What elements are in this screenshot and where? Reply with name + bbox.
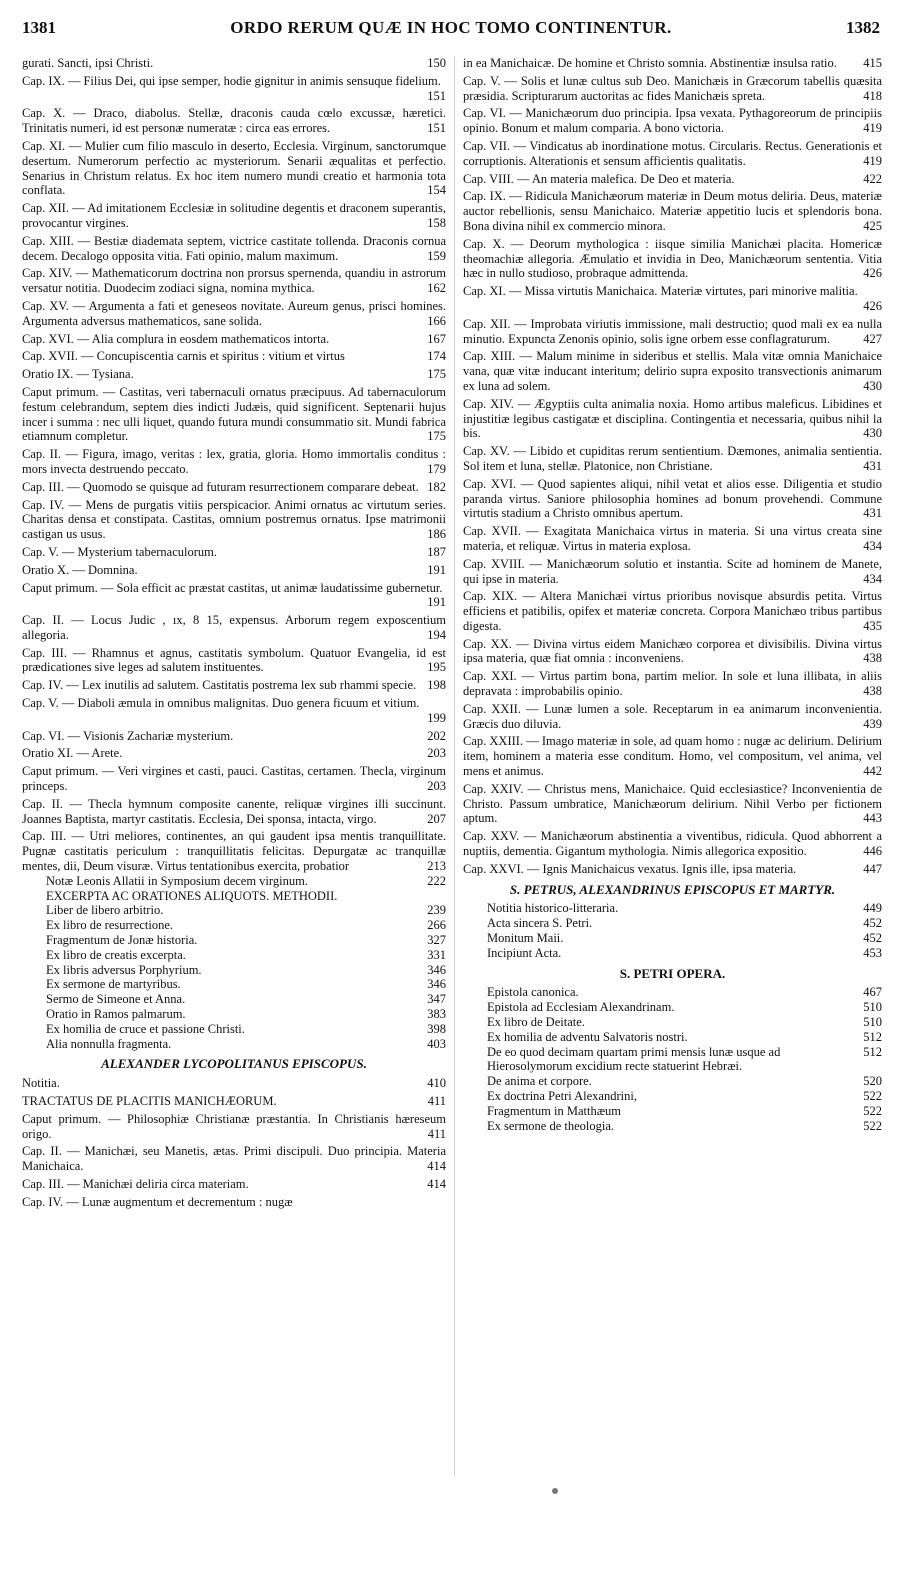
chapter-entry <box>463 139 882 169</box>
entry-text: Cap. II. — Manichæi, seu Manetis, ætas. Primi discipuli. Duo principia. Materia Manichaica. <box>22 1144 446 1174</box>
column-number: 150 <box>427 56 446 70</box>
column-number: 453 <box>863 945 882 960</box>
left-page-number: 1381 <box>22 18 56 37</box>
entry-text: Cap. XI. — Missa virtutis Manichaica. Materiæ virtutes, pari minorive malitia. <box>463 284 858 299</box>
entry-text: Sermo de Simeone et Anna. <box>46 992 186 1007</box>
column-number: 166 <box>427 313 446 328</box>
chapter-entry <box>22 299 446 329</box>
entry-text: Cap. II. — Locus Judic , ıx, 8 15, expensus. Arborum regem exposcentium allegoria. <box>22 613 446 642</box>
column-number: 510 <box>863 1000 882 1015</box>
right-contents-list-1 <box>463 901 882 960</box>
right-chapter-list <box>463 56 882 877</box>
entry-text: Fragmentum in Matthæum <box>487 1103 622 1118</box>
entry-text: Cap. XII. — Improbata viriutis immissione, mali destructio; quod mali ex ea nulla minutio. Expuncta Zenonis opinio, solis igne orbem esse conflagraturum. <box>463 316 882 346</box>
chapter-entry <box>22 1112 446 1142</box>
column-number: 151 <box>427 121 446 136</box>
contents-entry <box>22 963 446 978</box>
column-number: 239 <box>427 903 446 918</box>
entry-text: Cap. II. — Thecla hymnum composite canente, reliquæ virgines illi succinunt. Joannes Baptista, martyr castitatis. Ecclesia, Dei sponsa, intacta, virgo. <box>22 796 446 826</box>
contents-entry <box>463 1030 882 1045</box>
chapter-entry <box>22 646 446 676</box>
entry-text: Cap. XV. — Libido et cupiditas rerum sentientium. Dæmones, animalia sentientia. Sol item et luna, stellæ. Platonice, non Christiane. <box>463 444 882 473</box>
entry-text: in ea Manichaicæ. De homine et Christo somnia. Abstinentiæ insulsa ratio. <box>463 56 837 70</box>
column-number: 449 <box>863 901 882 916</box>
contents-entry <box>463 931 882 946</box>
chapter-entry <box>22 139 446 198</box>
chapter-entry <box>22 746 446 761</box>
left-chapter-list <box>22 56 446 874</box>
contents-entry <box>463 1045 882 1075</box>
column-number: 442 <box>863 764 882 779</box>
column-number: 522 <box>863 1103 882 1118</box>
column-number: 414 <box>427 1159 446 1174</box>
chapter-entry <box>22 234 446 264</box>
entry-text: De eo quod decimam quartam primi mensis lunæ usque ad Hierosolymorum excidium recte statuerint Hebræi. <box>487 1044 781 1074</box>
column-number: 427 <box>863 331 882 346</box>
chapter-entry <box>463 589 882 633</box>
column-number: 415 <box>863 56 882 70</box>
column-number: 438 <box>863 684 882 699</box>
entry-text: Cap. XIII. — Bestiæ diademata septem, victrice castitate tollenda. Draconis cornua decem. Decalogo opposita vitia. Fati opinio, malum maximum. <box>22 233 446 263</box>
entry-text: Cap. XII. — Ad imitationem Ecclesiæ in solitudine degentis et draconem superantis, provocantur virgines. <box>22 201 446 230</box>
chapter-entry <box>463 829 882 859</box>
entry-text: Cap. IX. — Ridicula Manichæorum materiæ in Deum motus deliria. Deus, materiæ auctor rebellionis, sensu Manichaico. Materiæ appetitio lucis et splendoris bona. Bona divina nihil ex commercio minora. <box>463 189 882 233</box>
page-header <box>22 12 880 40</box>
entry-text: Oratio in Ramos palmarum. <box>46 1007 186 1022</box>
chapter-entry <box>463 284 882 314</box>
column-number: 159 <box>427 248 446 263</box>
entry-text: Cap. X. — Draco, diabolus. Stellæ, draconis cauda cœlo excussæ, hæretici. Trinitatis numeri, id est personæ numeratæ : circa eas errores. <box>22 106 446 136</box>
entry-text: gurati. Sancti, ipsi Christi. <box>22 56 154 70</box>
entry-text: Ex libro de resurrectione. <box>46 918 174 933</box>
contents-entry <box>463 1089 882 1104</box>
column-number: 411 <box>427 1094 446 1108</box>
contents-entry <box>463 1000 882 1015</box>
contents-entry <box>22 918 446 933</box>
entry-text: Cap. XIV. — Mathematicorum doctrina non prorsus spernenda, quandiu in astrorum versatur notitia. Duodecim zodiaci signa, nomina mythica. <box>22 266 446 296</box>
chapter-entry <box>463 317 882 347</box>
entry-text: Notitia. <box>22 1076 60 1091</box>
contents-entry <box>463 946 882 961</box>
left-contents-list <box>22 874 446 1052</box>
column-number: 430 <box>863 426 882 441</box>
entry-text: EXCERPTA AC ORATIONES ALIQUOTS. METHODII. <box>46 888 338 903</box>
contents-entry <box>22 1022 446 1037</box>
chapter-entry <box>22 1144 446 1174</box>
entry-text: Cap. IX. — Filius Dei, qui ipse semper, hodie gignitur in animis sensuque fidelium. <box>22 73 441 88</box>
column-number: 222 <box>427 873 446 888</box>
contents-entry <box>22 889 446 904</box>
contents-entry <box>22 874 446 889</box>
column-number: 186 <box>427 527 446 542</box>
entry-text: Cap. XVI. — Quod sapientes aliqui, nihil vetat et alios esse. Diligentia et studio paranda virtus. Saniore philosophia homines ad bonum provehendi. Commune virtutis stadium a Christo omnibus apertum. <box>463 476 882 521</box>
column-number: 194 <box>427 627 446 642</box>
column-number: 435 <box>863 618 882 633</box>
entry-text: Caput primum. — Castitas, veri tabernaculi ornatus præcipuus. Ad tabernaculorum festum celebrandum, septem dies indicti Judæis, quid significent. Septenarii hujus incer i summa : nec ulli liquet, quando futura mundi consummatio sit. Mundi fabrica etiamnum completur. <box>22 384 446 444</box>
column-number: 331 <box>427 947 446 962</box>
chapter-entry <box>463 172 882 187</box>
column-number: 202 <box>427 728 446 743</box>
entry-text: Oratio IX. — Tysiana. <box>22 367 134 382</box>
entry-text: Cap. XVII. — Exagitata Manichaica virtus in materia. Si una virtus creata sine materia, et reliquæ. Virtus in materia explosa. <box>463 524 882 553</box>
entry-text: Notæ Leonis Allatii in Symposium decem virginum. <box>46 873 308 888</box>
entry-text: Cap. IV. — Lex inutilis ad salutem. Castitatis postrema lex sub rhammi specie. <box>22 678 417 693</box>
entry-text: Cap. XXI. — Virtus partim bona, partim melior. In sole et luna illibata, in aliis depravata : improbabilis opinio. <box>463 669 882 699</box>
column-number: 438 <box>863 651 882 666</box>
column-number: 187 <box>427 544 446 559</box>
column-number: 452 <box>863 931 882 946</box>
entry-text: Caput primum. — Sola efficit ac præstat castitas, ut animæ laudatissime gubernetur. <box>22 580 443 595</box>
entry-text: Cap. XIV. — Ægyptiis culta animalia noxia. Homo artibus maleficus. Libidines et injustitiæ legibus castigatæ et disciplina. Contingentia et necessaria, quibus nihil la bis. <box>463 396 882 441</box>
entry-text: Fragmentum de Jonæ historia. <box>46 933 198 948</box>
chapter-entry <box>22 480 446 495</box>
column-number: 191 <box>427 595 446 610</box>
chapter-entry <box>22 581 446 611</box>
chapter-entry <box>22 545 446 560</box>
chapter-entry <box>22 106 446 136</box>
entry-text: Alia nonnulla fragmenta. <box>46 1036 172 1051</box>
column-number: 167 <box>427 331 446 346</box>
chapter-entry <box>22 829 446 873</box>
column-number: 162 <box>427 281 446 296</box>
chapter-entry <box>22 367 446 382</box>
contents-entry <box>463 901 882 916</box>
column-number: 175 <box>427 429 446 444</box>
entry-text: Cap. XXIII. — Imago materiæ in sole, ad quam homo : nugæ ac delirium. Delirium item, hominem a materia esse conditum. Homo, vel compositum, vel anima, vel mens et animus. <box>463 734 882 779</box>
column-number: 512 <box>863 1029 882 1044</box>
entry-text: Ex libro de Deitate. <box>487 1015 585 1030</box>
column-number: 383 <box>427 1007 446 1022</box>
column-number: 446 <box>863 844 882 859</box>
column-number: 522 <box>863 1089 882 1103</box>
column-number: 430 <box>863 378 882 393</box>
right-page-number: 1382 <box>846 18 880 37</box>
column-number: 443 <box>863 811 882 826</box>
entry-text: Epistola ad Ecclesiam Alexandrinam. <box>487 1000 675 1015</box>
right-column <box>463 56 882 1133</box>
column-number: 198 <box>427 678 446 693</box>
column-number: 419 <box>863 153 882 168</box>
column-number: 447 <box>863 861 882 876</box>
entry-text: Cap. XXII. — Lunæ lumen a sole. Receptarum in ea animarum inconvenientia. Græcis duo diluvia. <box>463 701 882 731</box>
entry-text: Cap. XI. — Mulier cum filio masculo in deserto, Ecclesia. Virginum, sanctorumque desertum. Numerorum perfectio ac mysteriorum. Senarii æqualitas et perfectio. Senarius in Christum relatus. Ex hoc item numero mundi creatio et harmonia tota conflata. <box>22 138 446 198</box>
chapter-entry <box>22 1177 446 1192</box>
entry-text: Cap. II. — Figura, imago, veritas : lex, gratia, gloria. Homo immortalis conditus : mors invecta destruendo peccato. <box>22 447 446 476</box>
column-number: 346 <box>427 977 446 992</box>
entry-text: Cap. XX. — Divina virtus eidem Manichæo corporea et divisibilis. Divina virtus ipsa materia, quæ fiat omnia : inconveniens. <box>463 636 882 666</box>
entry-text: Cap. IV. — Mens de purgatis vitiis perspicacior. Animi ornatus ac virtutum series. Charitas densa et constipata. Castitas, omnium postremus ornatus. Ipse matrimonii castigan us usus. <box>22 497 446 542</box>
chapter-entry <box>22 56 446 71</box>
entry-text: Oratio X. — Domnina. <box>22 562 138 577</box>
column-number: 452 <box>863 916 882 931</box>
entry-text: Cap. III. — Utri meliores, continentes, an qui gaudent ipsa mentis tranquillitate. Pugnæ castitatis periculum : tranquillitatis felicitas. Depurgatæ ac tranquillæ mentes, dii, Deum visuræ. Virtus tentationibus exercita, probatior <box>22 829 446 874</box>
entry-text: Liber de libero arbitrio. <box>46 903 164 918</box>
column-number: 195 <box>427 660 446 675</box>
entry-text: Cap. XIII. — Malum minime in sideribus et stellis. Mala vitæ omnia Manichaice vana, quæ vitæ inducant interitum; delirio supra exposito transvectionis animarum ex luna ad solem. <box>463 349 882 393</box>
column-number: 175 <box>427 367 446 382</box>
chapter-entry <box>463 734 882 778</box>
entry-text: Ex libris adversus Porphyrium. <box>46 962 202 977</box>
chapter-entry <box>22 1195 446 1210</box>
contents-entry <box>22 903 446 918</box>
entry-text: Cap. III. — Rhamnus et agnus, castitatis symbolum. Quatuor Evangelia, id est prædicationes sive leges ad salutem instituentes. <box>22 645 446 675</box>
entry-text: Cap. XVI. — Alia complura in eosdem mathematicos intorta. <box>22 331 330 346</box>
entry-text: Cap. XXIV. — Christus mens, Manichaice. Quid ecclesiastice? Inconvenientia de Christo. Passum umbratice, Manichæorum delirium. Nihil Verbo per fictionem aptum. <box>463 781 882 826</box>
column-number: 422 <box>863 171 882 186</box>
right-section-heading: S. PETRUS, ALEXANDRINUS EPISCOPUS ET MARTYR. <box>509 881 836 897</box>
entry-text: Caput primum. — Philosophiæ Christianæ præstantia. In Christianis hæreseum origo. <box>22 1111 446 1141</box>
chapter-entry <box>22 332 446 347</box>
chapter-entry <box>22 385 446 444</box>
column-number: 418 <box>863 88 882 103</box>
right-contents-list-2 <box>463 985 882 1133</box>
column-number: 347 <box>427 992 446 1007</box>
chapter-entry <box>22 797 446 827</box>
column-number: 266 <box>427 918 446 933</box>
chapter-entry <box>463 702 882 732</box>
contents-entry <box>463 985 882 1000</box>
column-number: 191 <box>427 562 446 577</box>
chapter-entry <box>463 524 882 554</box>
chapter-entry <box>22 349 446 364</box>
contents-entry <box>463 1074 882 1089</box>
entry-text: Cap. XVII. — Concupiscentia carnis et spiritus : vitium et virtus <box>22 349 345 364</box>
column-number: 431 <box>863 458 882 473</box>
running-title: ORDO RERUM QUÆ IN HOC TOMO CONTINENTUR. <box>230 18 672 37</box>
column-number: 522 <box>863 1118 882 1133</box>
column-number: 410 <box>427 1076 446 1091</box>
entry-text: Caput primum. — Veri virgines et casti, pauci. Castitas, certamen. Thecla, virginum princeps. <box>22 764 446 794</box>
chapter-entry <box>22 764 446 794</box>
entry-text: Cap. VI. — Manichæorum duo principia. Ipsa vexata. Pythagoreorum de principiis opinio. Bonum et malum comparia. A bono victoria. <box>463 106 882 136</box>
print-mark <box>552 1488 558 1494</box>
entry-text: Ex sermone de martyribus. <box>46 977 181 992</box>
chapter-entry <box>463 782 882 826</box>
entry-text: De anima et corpore. <box>487 1074 592 1089</box>
entry-text: Ex sermone de theologia. <box>487 1118 615 1133</box>
entry-text: Cap. V. — Diaboli æmula in omnibus malignitas. Duo genera ficuum et vitium. <box>22 696 420 711</box>
column-number: 327 <box>427 933 446 948</box>
contents-entry <box>22 1007 446 1022</box>
chapter-entry <box>22 74 446 104</box>
right-subheading: S. PETRI OPERA. <box>619 965 726 981</box>
column-number: 411 <box>427 1126 446 1141</box>
chapter-entry <box>22 266 446 296</box>
entry-text: Cap. IV. — Lunæ augmentum et decrementum : nugæ <box>22 1194 293 1209</box>
chapter-entry <box>463 189 882 233</box>
column-number: 346 <box>427 962 446 977</box>
chapter-entry <box>22 729 446 744</box>
chapter-entry <box>463 106 882 136</box>
column-number: 431 <box>863 506 882 521</box>
entry-text: Cap. III. — Manichæi deliria circa materiam. <box>22 1176 249 1191</box>
contents-entry <box>463 1119 882 1134</box>
entry-text: Cap. VIII. — An materia malefica. De Deo et materia. <box>463 171 735 186</box>
entry-text: Cap. X. — Deorum mythologica : iisque similia Manichæi placita. Homericæ theomachiæ allegoria. Æmulatio et invidia in Deo, Manichæorum sententia. Vitia hæc in nullo studioso, probraque admittenda. <box>463 236 882 281</box>
contents-entry <box>22 948 446 963</box>
entry-text: TRACTATUS DE PLACITIS MANICHÆORUM. <box>22 1094 277 1108</box>
chapter-entry <box>463 477 882 521</box>
entry-text: Ex libro de creatis excerpta. <box>46 947 186 962</box>
column-divider <box>454 56 455 1476</box>
contents-entry <box>22 1037 446 1052</box>
column-number: 510 <box>863 1015 882 1030</box>
contents-entry <box>463 1015 882 1030</box>
column-number: 426 <box>863 298 882 313</box>
column-number: 434 <box>863 538 882 553</box>
entry-text: Notitia historico-litteraria. <box>487 901 619 916</box>
entry-text: Ex homilia de cruce et passione Christi. <box>46 1021 245 1036</box>
entry-text: Cap. XXVI. — Ignis Manichaicus vexatus. Ignis ille, ipsa materia. <box>463 861 797 876</box>
contents-entry <box>463 916 882 931</box>
left-column <box>22 56 446 1210</box>
contents-entry <box>463 1104 882 1119</box>
entry-text: Acta sincera S. Petri. <box>487 916 593 931</box>
column-number: 158 <box>427 215 446 230</box>
chapter-entry <box>22 678 446 693</box>
chapter-entry <box>22 447 446 477</box>
left-section-heading: ALEXANDER LYCOPOLITANUS EPISCOPUS. <box>101 1056 367 1072</box>
chapter-entry <box>463 237 882 281</box>
column-number: 203 <box>427 746 446 761</box>
chapter-entry <box>22 201 446 231</box>
chapter-entry <box>463 74 882 104</box>
entry-text: Cap. XXV. — Manichæorum abstinentia a viventibus, ridicula. Quod abhorrent a nuptiis, dementia. Gigantum mythologia. Nimis allegorica expositio. <box>463 829 882 859</box>
chapter-entry <box>22 498 446 542</box>
chapter-entry <box>463 557 882 587</box>
chapter-entry <box>22 696 446 726</box>
entry-text: Incipiunt Acta. <box>487 945 562 960</box>
column-number: 439 <box>863 716 882 731</box>
column-number: 207 <box>427 811 446 826</box>
column-number: 398 <box>427 1021 446 1036</box>
entry-text: Cap. V. — Mysterium tabernaculorum. <box>22 544 217 559</box>
column-number: 520 <box>863 1074 882 1089</box>
entry-text: Cap. VII. — Vindicatus ab inordinatione motus. Circularis. Rectus. Generationis et corruptionis. Alterationis et sensum afficientis qualitatis. <box>463 138 882 168</box>
entry-text: Ex homilia de adventu Salvatoris nostri. <box>487 1029 688 1044</box>
contents-entry <box>22 977 446 992</box>
entry-text: Cap. VI. — Visionis Zachariæ mysterium. <box>22 728 234 743</box>
column-number: 203 <box>427 779 446 794</box>
entry-text: Cap. III. — Quomodo se quisque ad futuram resurrectionem comparare debeat. <box>22 479 419 494</box>
chapter-entry <box>22 563 446 578</box>
column-number: 213 <box>427 859 446 874</box>
entry-text: Monitum Maii. <box>487 931 564 946</box>
chapter-entry <box>463 349 882 393</box>
column-number: 174 <box>427 349 446 364</box>
entry-text: Cap. V. — Solis et lunæ cultus sub Deo. Manichæis in Græcorum tabellis quæsita præsidia. Scripturarum auctoritas ac fides Manichæis spreta. <box>463 73 882 103</box>
entry-text: Oratio XI. — Arete. <box>22 746 123 761</box>
entry-text: Epistola canonica. <box>487 985 579 1000</box>
column-number: 434 <box>863 571 882 586</box>
column-number: 467 <box>863 985 882 1000</box>
entry-text: Cap. XVIII. — Manichæorum solutio et instantia. Scite ad hominem de Manete, qui ipse in materia. <box>463 556 882 586</box>
chapter-entry <box>463 637 882 667</box>
column-number: 154 <box>427 183 446 198</box>
chapter-entry <box>463 56 882 71</box>
entry-text: Cap. XIX. — Altera Manichæi virtus prioribus novisque absurdis petita. Virtus efficiens et patibilis, opifex et materiæ concreta. Corpora Manichæo tribus partibus digesta. <box>463 589 882 633</box>
chapter-entry <box>463 862 882 877</box>
chapter-entry <box>463 397 882 441</box>
entry-text: Ex doctrina Petri Alexandrini, <box>487 1089 637 1103</box>
left-tail-list <box>22 1076 446 1209</box>
column-number: 182 <box>427 479 446 494</box>
column-number: 425 <box>863 218 882 233</box>
column-number: 414 <box>427 1176 446 1191</box>
column-number: 403 <box>427 1036 446 1051</box>
column-number: 426 <box>863 266 882 281</box>
column-number: 512 <box>863 1044 882 1059</box>
chapter-entry <box>463 444 882 474</box>
column-number: 179 <box>427 461 446 476</box>
chapter-entry <box>22 1076 446 1091</box>
column-number: 419 <box>863 121 882 136</box>
contents-entry <box>22 992 446 1007</box>
column-number: 151 <box>427 88 446 103</box>
chapter-entry <box>463 669 882 699</box>
chapter-entry <box>22 1094 446 1109</box>
chapter-entry <box>22 613 446 643</box>
contents-entry <box>22 933 446 948</box>
column-number: 199 <box>427 710 446 725</box>
entry-text: Cap. XV. — Argumenta a fati et geneseos novitate. Aureum genus, prisci homines. Argumenta adversus mathematicos, sane solida. <box>22 298 446 328</box>
